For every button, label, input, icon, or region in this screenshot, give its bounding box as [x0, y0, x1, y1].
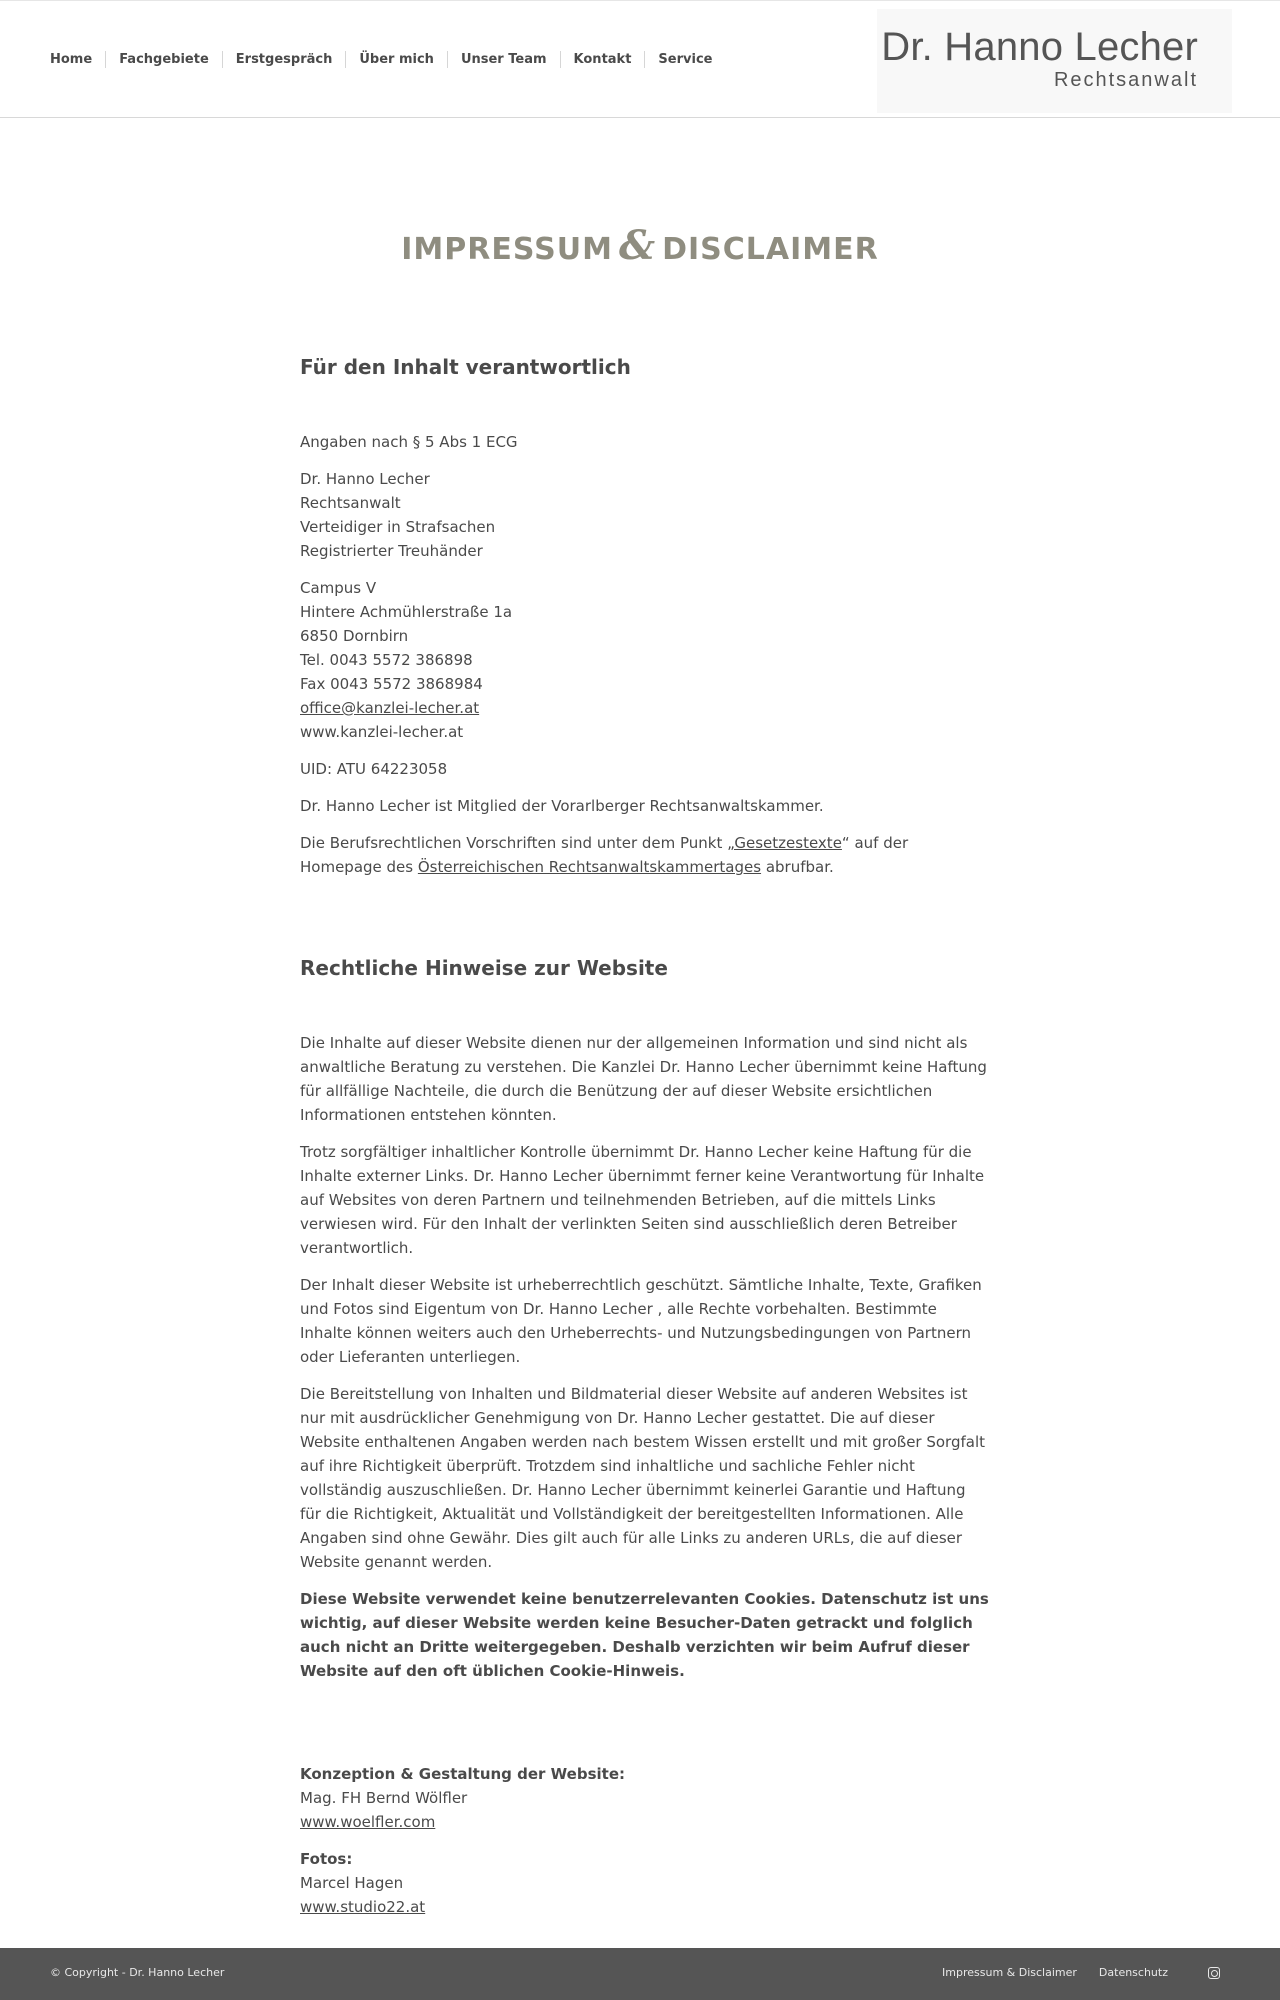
photo-credits-name: Marcel Hagen: [300, 1874, 404, 1892]
website-link[interactable]: www.kanzlei-lecher.at: [300, 723, 464, 741]
site-logo[interactable]: [877, 9, 1232, 113]
rechtsanwaltskammertag-link[interactable]: Österreichischen Rechtsanwaltskammertages: [417, 858, 762, 876]
person-title: Rechtsanwalt: [300, 494, 401, 512]
instagram-icon[interactable]: [1208, 1967, 1220, 1979]
footer-link-impressum[interactable]: Impressum & Disclaimer: [942, 1966, 1077, 1979]
design-credits-name: Mag. FH Bernd Wölfler: [300, 1789, 468, 1807]
woelfler-link[interactable]: www.woelfler.com: [300, 1813, 436, 1831]
nav-item-fachgebiete[interactable]: Fachgebiete: [105, 51, 222, 68]
page-title-ampersand: &: [618, 222, 657, 269]
ecg-intro: Angaben nach § 5 Abs 1 ECG: [300, 433, 518, 451]
section-heading-legal-notes: Rechtliche Hinweise zur Website: [300, 956, 668, 980]
membership-text: Dr. Hanno Lecher ist Mitglied der Vorarlberger Rechtsanwaltskammer.: [300, 797, 824, 815]
uid-number: UID: ATU 64223058: [300, 760, 448, 778]
rules-text-part3: abrufbar.: [761, 858, 834, 876]
nav-item-unser-team[interactable]: Unser Team: [447, 51, 560, 68]
fax-number: Fax 0043 5572 3868984: [300, 675, 483, 693]
spacer: [300, 1696, 990, 1762]
copyright-text: © Copyright - Dr. Hanno Lecher: [50, 1966, 225, 1979]
address-block: [300, 576, 990, 744]
nav-item-home[interactable]: Home: [50, 52, 93, 67]
photo-credits: [300, 1847, 990, 1919]
nav-item-erstgespraech[interactable]: Erstgespräch: [222, 51, 346, 68]
legal-paragraph-4: Die Bereitstellung von Inhalten und Bildmaterial dieser Website auf anderen Websites ist nur mit ausdrücklicher Genehmigung von Dr. Hanno Lecher gestattet. Die auf dieser Website enthaltenen Angaben werden nach bestem Wissen erstellt und mit großer Sorgfalt auf ihre Richtigkeit überprüft. Trotzdem sind inhaltliche und sachliche Fehler nicht vollständig auszuschließen. Dr. Hanno Lecher übernimmt keinerlei Garantie und Haftung für die Richtigkeit, Aktualität und Vollständigkeit der bereitgestellten Informationen. Alle Angaben sind ohne Gewähr. Dies gilt auch für alle Links zu anderen URLs, die auf dieser Website genannt werden.: [300, 1385, 986, 1571]
design-credits: [300, 1762, 990, 1834]
person-role: Verteidiger in Strafsachen: [300, 518, 496, 536]
cookie-notice: Diese Website verwendet keine benutzerrelevanten Cookies. Datenschutz ist uns wichtig, auf dieser Website werden keine Besucher-Daten getrackt und folglich auch nicht an Dritte weitergegeben. Deshalb verzichten wir beim Aufruf dieser Website auf den oft üblichen Cookie-Hinweis.: [300, 1590, 989, 1680]
nav-item-service[interactable]: Service: [644, 51, 725, 68]
gesetzestexte-link[interactable]: „Gesetzestexte: [727, 834, 842, 852]
page-title-left: IMPRESSUM: [401, 232, 613, 267]
legal-paragraph-1: Die Inhalte auf dieser Website dienen nur der allgemeinen Information und sind nicht als anwaltliche Beratung zu verstehen. Die Kanzlei Dr. Hanno Lecher übernimmt keine Haftung für allfällige Nachteile, die durch die Benützung der auf dieser Website ersichtlichen Informationen entstehen könnten.: [300, 1034, 987, 1124]
nav-item-ueber-mich[interactable]: Über mich: [345, 51, 447, 68]
main-nav: [38, 51, 725, 68]
address-city: 6850 Dornbirn: [300, 627, 409, 645]
address-street: Hintere Achmühlerstraße 1a: [300, 603, 513, 621]
email-link[interactable]: office@kanzlei-lecher.at: [300, 699, 480, 717]
logo-name: Dr. Hanno Lecher: [881, 25, 1198, 69]
professional-rules-text: [300, 831, 990, 879]
person-name: Dr. Hanno Lecher: [300, 470, 430, 488]
legal-paragraph-3: Der Inhalt dieser Website ist urheberrechtlich geschützt. Sämtliche Inhalte, Texte, Grafiken und Fotos sind Eigentum von Dr. Hanno Lecher , alle Rechte vorbehalten. Bestimmte Inhalte können weiters auch den Urheberrechts- und Nutzungsbedingungen von Partnern oder Lieferanten unterliegen.: [300, 1276, 982, 1366]
studio22-link[interactable]: www.studio22.at: [300, 1898, 426, 1916]
person-block: [300, 467, 990, 563]
legal-paragraph-2: Trotz sorgfältiger inhaltlicher Kontrolle übernimmt Dr. Hanno Lecher keine Haftung für die Inhalte externer Links. Dr. Hanno Lecher übernimmt ferner keine Verantwortung für Inhalte auf Websites von deren Partnern und teilnehmenden Betrieben, auf die mittels Links verwiesen wird. Für den Inhalt der verlinkten Seiten sind ausschließlich deren Betreiber verantwortlich.: [300, 1143, 985, 1257]
design-credits-label: Konzeption & Gestaltung der Website:: [300, 1765, 626, 1783]
logo-subtitle: Rechtsanwalt: [1053, 69, 1198, 91]
site-footer: [0, 1948, 1280, 2000]
rules-text-part2: “ auf der Homepage des: [300, 834, 909, 876]
person-trustee: Registrierter Treuhänder: [300, 542, 483, 560]
main-content: [300, 352, 990, 1932]
page-title-right: DISCLAIMER: [662, 232, 879, 267]
site-header: [0, 0, 1280, 118]
footer-nav: [920, 1966, 1220, 1979]
phone-number: Tel. 0043 5572 386898: [300, 651, 473, 669]
nav-item-kontakt[interactable]: Kontakt: [560, 51, 645, 68]
photo-credits-label: Fotos:: [300, 1850, 353, 1868]
footer-link-datenschutz[interactable]: Datenschutz: [1098, 1966, 1168, 1979]
page-title: [0, 222, 1280, 269]
address-campus: Campus V: [300, 579, 377, 597]
section-heading-responsible: Für den Inhalt verantwortlich: [300, 355, 631, 379]
rules-text-part1: Die Berufsrechtlichen Vorschriften sind unter dem Punkt: [300, 834, 728, 852]
